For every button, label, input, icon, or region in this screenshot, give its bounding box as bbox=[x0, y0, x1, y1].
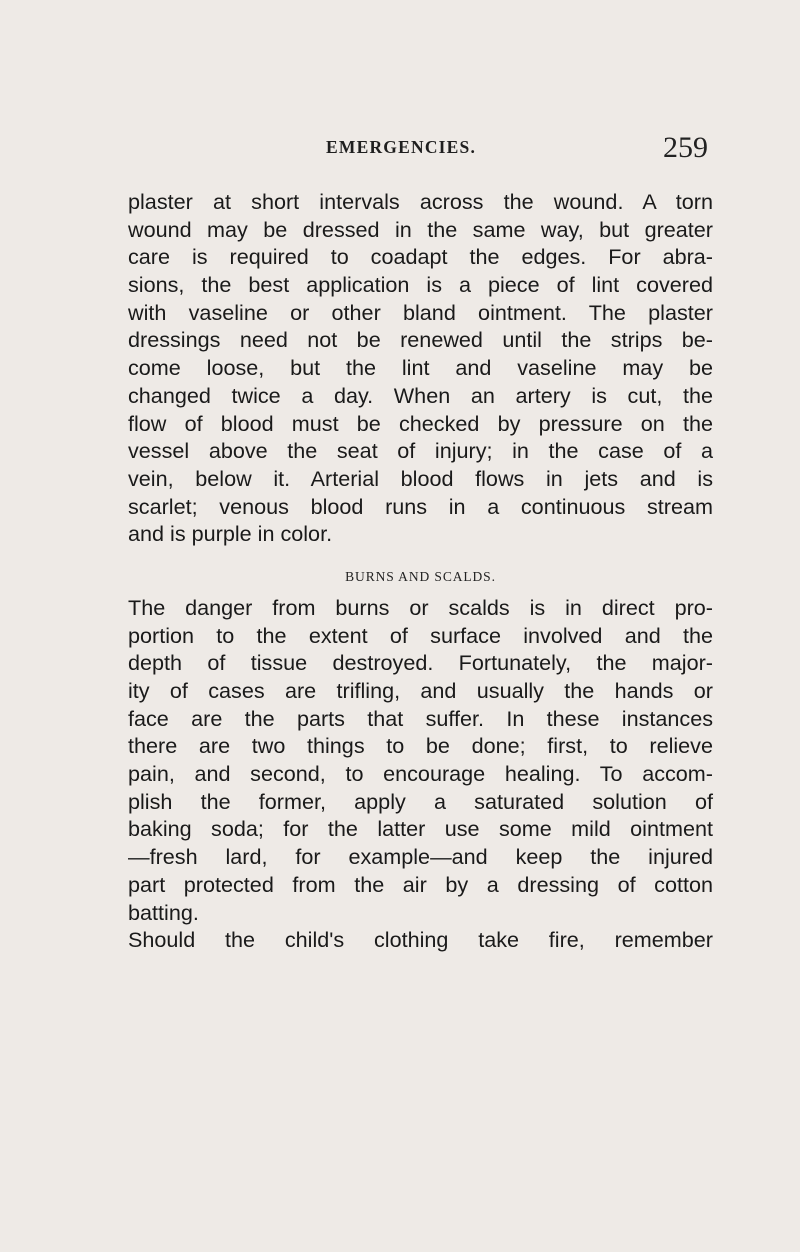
text-line: come loose, but the lint and vaseline may be bbox=[128, 355, 713, 381]
text-line: face are the parts that suffer. In these instances bbox=[128, 705, 713, 731]
text-line: portion to the extent of surface involved and the bbox=[128, 622, 713, 648]
page-number: 259 bbox=[663, 131, 708, 164]
text-line: pain, and second, to encourage healing. To accom- bbox=[128, 761, 713, 787]
text-line: —fresh lard, for example—and keep the injured bbox=[128, 844, 713, 870]
running-head bbox=[128, 133, 708, 173]
text-line: baking soda; for the latter use some mild ointment bbox=[128, 816, 713, 842]
text-line: ity of cases are trifling, and usually the hands or bbox=[128, 678, 713, 703]
text-line: The danger from burns or scalds is in direct pro- bbox=[128, 594, 713, 620]
text-line: part protected from the air by a dressing of cotton bbox=[128, 871, 713, 897]
text-line: plish the former, apply a saturated solution of bbox=[128, 788, 713, 814]
text-line: vessel above the seat of injury; in the case of a bbox=[128, 438, 713, 464]
text-line: and is purple in color. bbox=[128, 521, 333, 547]
running-title: EMERGENCIES. bbox=[326, 137, 477, 157]
text-line: changed twice a day. When an artery is cut, the bbox=[128, 382, 713, 408]
body-text bbox=[128, 188, 713, 954]
text-line: care is required to coadapt the edges. For abra- bbox=[128, 244, 713, 270]
text-line: there are two things to be done; first, to relieve bbox=[128, 733, 713, 759]
text-line: batting. bbox=[128, 899, 199, 925]
text-line: plaster at short intervals across the wound. A torn bbox=[128, 189, 713, 214]
paragraph-burns-and-scalds bbox=[128, 594, 713, 954]
text-line: vein, below it. Arterial blood flows in jets and is bbox=[128, 465, 713, 491]
text-line: depth of tissue destroyed. Fortunately, the major- bbox=[128, 650, 713, 676]
text-line: with vaseline or other bland ointment. The plaster bbox=[128, 299, 713, 325]
text-line: dressings need not be renewed until the strips be- bbox=[128, 327, 713, 353]
text-line: sions, the best application is a piece of lint covered bbox=[128, 272, 713, 298]
section-heading: BURNS AND SCALDS. bbox=[345, 568, 496, 584]
text-line: flow of blood must be checked by pressure on the bbox=[128, 410, 713, 436]
text-line: scarlet; venous blood runs in a continuous stream bbox=[128, 493, 713, 519]
paragraph-wound-dressing bbox=[128, 188, 713, 548]
text-line: wound may be dressed in the same way, but greater bbox=[128, 216, 713, 242]
text-line: Should the child's clothing take fire, remember bbox=[128, 927, 713, 953]
